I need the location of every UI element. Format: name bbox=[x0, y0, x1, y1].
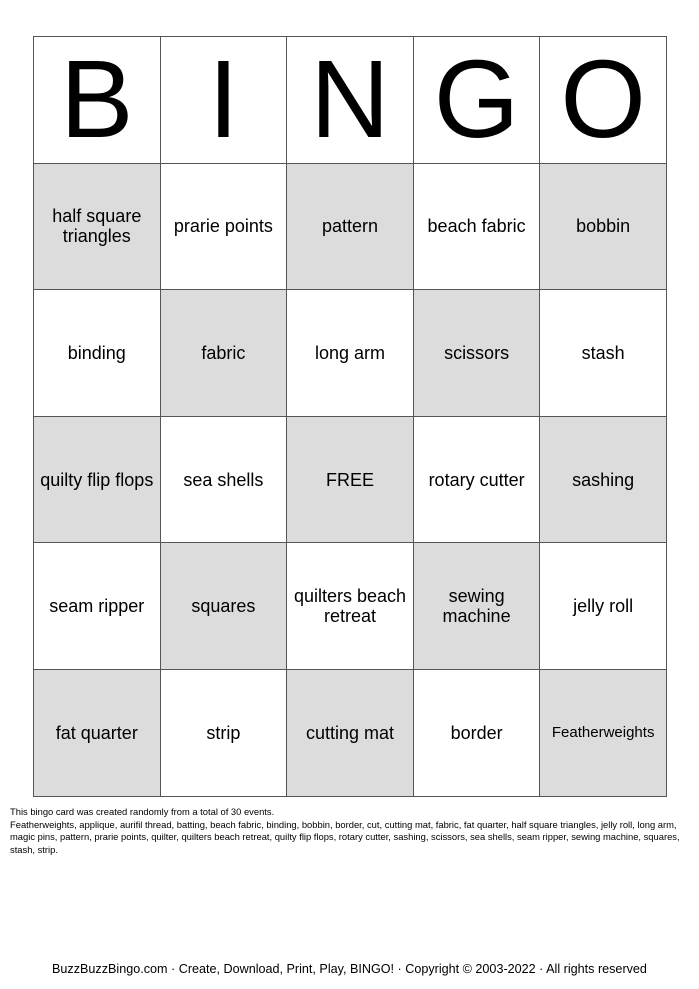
note-intro: This bingo card was created randomly from a total of 30 events. bbox=[10, 806, 275, 817]
bingo-square: fabric bbox=[161, 290, 288, 417]
header-letter-n: N bbox=[287, 37, 414, 164]
bingo-square: jelly roll bbox=[540, 543, 667, 670]
bingo-square: fat quarter bbox=[34, 670, 161, 797]
bingo-square: half square triangles bbox=[34, 164, 161, 291]
bingo-square: Featherweights bbox=[540, 670, 667, 797]
bingo-square: stash bbox=[540, 290, 667, 417]
bingo-square: scissors bbox=[414, 290, 541, 417]
bingo-square: sea shells bbox=[161, 417, 288, 544]
bingo-square: quilters beach retreat bbox=[287, 543, 414, 670]
bingo-square: sashing bbox=[540, 417, 667, 544]
header-letter-o: O bbox=[540, 37, 667, 164]
bingo-square: beach fabric bbox=[414, 164, 541, 291]
bingo-square: cutting mat bbox=[287, 670, 414, 797]
free-square: FREE bbox=[287, 417, 414, 544]
bingo-square: border bbox=[414, 670, 541, 797]
bingo-square: rotary cutter bbox=[414, 417, 541, 544]
bingo-square: strip bbox=[161, 670, 288, 797]
header-letter-b: B bbox=[34, 37, 161, 164]
header-letter-g: G bbox=[414, 37, 541, 164]
bingo-square: binding bbox=[34, 290, 161, 417]
header-letter-i: I bbox=[161, 37, 288, 164]
site-footer: BuzzBuzzBingo.com · Create, Download, Print, Play, BINGO! · Copyright © 2003-2022 · All rights reserved bbox=[52, 962, 647, 976]
bingo-square: long arm bbox=[287, 290, 414, 417]
bingo-square: squares bbox=[161, 543, 288, 670]
bingo-square: prarie points bbox=[161, 164, 288, 291]
event-list-note bbox=[10, 806, 690, 856]
bingo-square: seam ripper bbox=[34, 543, 161, 670]
bingo-square: quilty flip flops bbox=[34, 417, 161, 544]
bingo-square: sewing machine bbox=[414, 543, 541, 670]
bingo-square: pattern bbox=[287, 164, 414, 291]
bingo-square: bobbin bbox=[540, 164, 667, 291]
bingo-card bbox=[33, 36, 667, 797]
note-event-list: Featherweights, applique, aurifil thread, batting, beach fabric, binding, bobbin, border, cut, cutting mat, fabric, fat quarter, half square triangles, jelly roll, long arm, magic pins, pattern, prarie points, quilter, quilters beach retreat, quilty flip flops, rotary cutter, sashing, scissors, sea shells, seam ripper, sewing machine, squares, stash, strip. bbox=[10, 818, 680, 855]
